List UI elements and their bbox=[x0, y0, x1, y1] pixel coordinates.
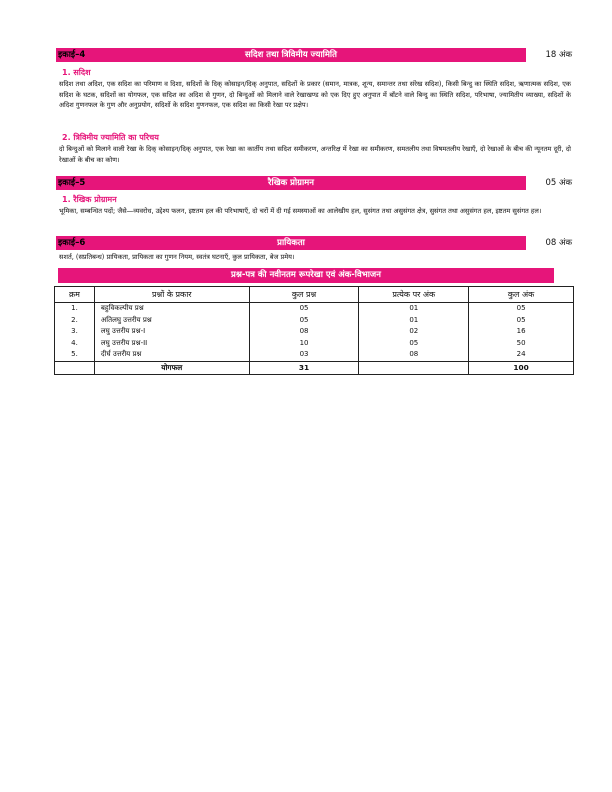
cell-serial: 5. bbox=[55, 349, 95, 361]
table-row bbox=[55, 338, 574, 350]
cell-total-questions: 10 bbox=[249, 338, 359, 350]
cell-marks-each: 01 bbox=[359, 303, 469, 315]
header-question-type: प्रश्नों के प्रकार bbox=[94, 287, 249, 303]
cell-empty bbox=[55, 361, 95, 374]
cell-marks-each: 02 bbox=[359, 326, 469, 338]
cell-total-questions: 05 bbox=[249, 315, 359, 327]
table-row bbox=[55, 303, 574, 315]
unit-6-title: प्रायिकता bbox=[277, 238, 305, 248]
cell-total-questions: 03 bbox=[249, 349, 359, 361]
cell-marks-each: 01 bbox=[359, 315, 469, 327]
cell-total-marks: 05 bbox=[469, 315, 574, 327]
cell-serial: 4. bbox=[55, 338, 95, 350]
header-total-marks: कुल अंक bbox=[469, 287, 574, 303]
unit-4-section-1-text: सदिश तथा अदिश, एक सदिश का परिमाण व दिशा, सदिशों के दिक् कोसाइन/दिक् अनुपात, सदिशों के प्रकार (समान, मात्रक, शून्य, समान्तर तथा संरेख सदिश), किसी बिन्दु का स्थिति सदिश, ऋणात्मक सदिश, एक सदिश के घटक, सदिशों का योगफल, एक सदिश का अदिश से गुणन, दो बिन्दुओं को मिलाने वाले रेखाखण्ड को एक दिए हुए अनुपात में बाँटने वाले बिन्दु का स्थिति सदिश, परिभाषा, ज्यामितीय व्याख्या, सदिशों के अदिश गुणनफल के गुण और अनुप्रयोग, सदिशों के सदिश गुणनफल, एक सदिश का किसी रेखा पर प्रक्षेप। bbox=[59, 80, 571, 110]
cell-total-marks: 24 bbox=[469, 349, 574, 361]
unit-4-label: इकाई–4 bbox=[57, 48, 88, 62]
marks-distribution-table bbox=[54, 286, 574, 375]
cell-total-questions: 05 bbox=[249, 303, 359, 315]
unit-5-marks: 05 अंक bbox=[545, 178, 572, 188]
unit-4-marks: 18 अंक bbox=[545, 50, 572, 60]
cell-question-type: अतिलघु उत्तरीय प्रश्न bbox=[94, 315, 249, 327]
unit-5-title: रैखिक प्रोग्रामन bbox=[268, 178, 314, 188]
header-marks-each: प्रत्येक पर अंक bbox=[359, 287, 469, 303]
header-total-questions: कुल प्रश्न bbox=[249, 287, 359, 303]
cell-marks-each: 08 bbox=[359, 349, 469, 361]
unit-5-header bbox=[56, 176, 572, 190]
cell-total-questions: 08 bbox=[249, 326, 359, 338]
cell-question-type: दीर्घ उत्तरीय प्रश्न bbox=[94, 349, 249, 361]
cell-total-marks: 16 bbox=[469, 326, 574, 338]
table-row bbox=[55, 315, 574, 327]
total-label: योगफल bbox=[94, 361, 249, 374]
cell-empty bbox=[359, 361, 469, 374]
cell-serial: 1. bbox=[55, 303, 95, 315]
cell-marks-each: 05 bbox=[359, 338, 469, 350]
unit-4-section-2-text: दो बिन्दुओं को मिलाने वाली रेखा के दिक् कोसाइन/दिक् अनुपात, एक रेखा का कार्तीय तथा सदिश समीकरण, अन्तरिक्ष में रेखा का समीकरण, समतलीय तथा विषमतलीय रेखाएँ, दो रेखाओं के बीच की न्यूनतम दूरी, दो रेखाओं के बीच का कोण। bbox=[59, 145, 571, 164]
unit-5-section-1-heading: 1. रैखिक प्रोग्रामन bbox=[62, 195, 117, 204]
cell-total-marks: 05 bbox=[469, 303, 574, 315]
table-total-row bbox=[55, 361, 574, 374]
marks-table-title: प्रश्न-पत्र की नवीनतम रूपरेखा एवं अंक-विभाजन bbox=[58, 268, 554, 283]
cell-question-type: लघु उत्तरीय प्रश्न-II bbox=[94, 338, 249, 350]
unit-4-title: सदिश तथा त्रिविमीय ज्यामिति bbox=[245, 50, 337, 60]
unit-6-marks: 08 अंक bbox=[545, 238, 572, 248]
total-marks: 100 bbox=[469, 361, 574, 374]
cell-question-type: लघु उत्तरीय प्रश्न-I bbox=[94, 326, 249, 338]
unit-4-section-1-heading: 1. सदिश bbox=[62, 68, 91, 77]
unit-4-header bbox=[56, 48, 572, 62]
table-row bbox=[55, 326, 574, 338]
total-questions: 31 bbox=[249, 361, 359, 374]
cell-question-type: बहुविकल्पीय प्रश्न bbox=[94, 303, 249, 315]
unit-5-label: इकाई–5 bbox=[57, 176, 88, 190]
unit-6-text: सशर्त, (सप्रतिबन्ध) प्रायिकता, प्रायिकता का गुणन नियम, स्वतंत्र घटनाएँ, कुल प्रायिकता, बेज प्रमेय। bbox=[59, 253, 295, 261]
header-serial: क्रम bbox=[55, 287, 95, 303]
unit-5-section-1-text: भूमिका, सम्बन्धित पदों; जैसे—व्यवरोध, उद्देश्य फलन, इष्टतम हल की परिभाषाएँ, दो चरों में दी गई समस्याओं का आलेखीय हल, सुसंगत तथा असुसंगत क्षेत्र, सुसंगत तथा असुसंगत हल, इष्टतम सुसंगत हल। bbox=[59, 207, 542, 215]
unit-6-header bbox=[56, 236, 572, 250]
cell-serial: 2. bbox=[55, 315, 95, 327]
table-row bbox=[55, 349, 574, 361]
unit-6-label: इकाई–6 bbox=[57, 236, 88, 250]
cell-serial: 3. bbox=[55, 326, 95, 338]
cell-total-marks: 50 bbox=[469, 338, 574, 350]
unit-4-section-2-heading: 2. त्रिविमीय ज्यामिति का परिचय bbox=[62, 133, 159, 142]
table-header-row bbox=[55, 287, 574, 303]
